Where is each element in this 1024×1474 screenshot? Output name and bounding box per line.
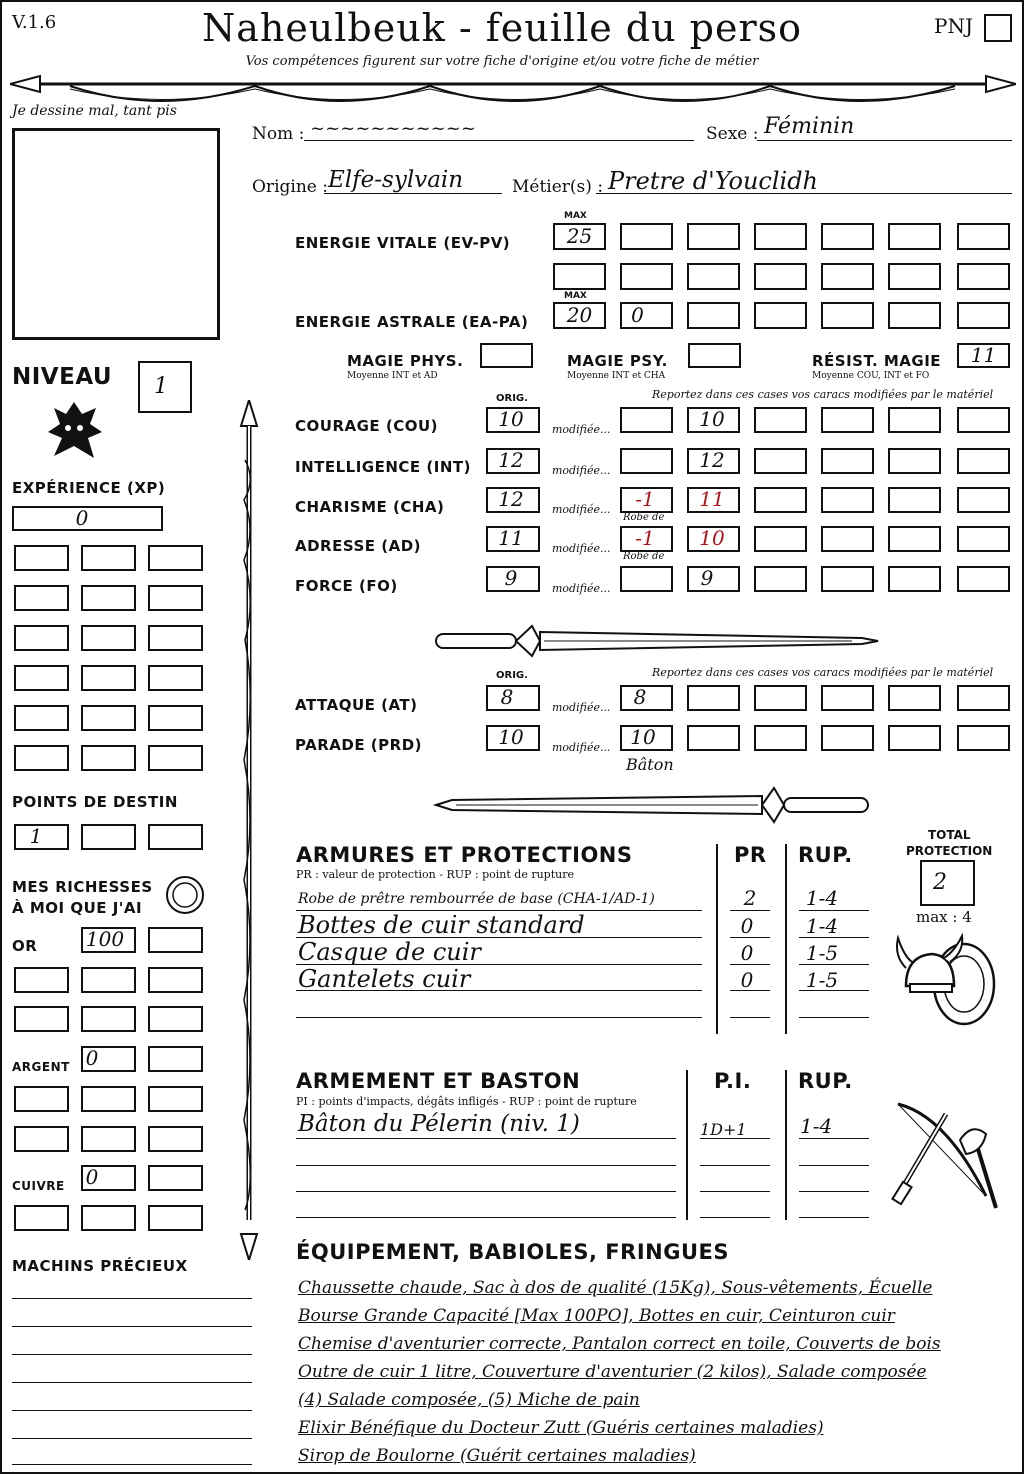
or-value: 100 [85, 927, 125, 951]
carac-box[interactable] [888, 407, 941, 433]
carac-box[interactable] [957, 487, 1010, 513]
precious-line[interactable] [12, 1298, 252, 1299]
carac-box[interactable] [821, 566, 874, 592]
or-box[interactable] [148, 967, 203, 993]
xp-box[interactable] [14, 545, 69, 571]
portrait-frame[interactable] [12, 128, 220, 340]
weapons-note: PI : points d'impacts, dégâts infligés - RUP : point de rupture [296, 1095, 637, 1108]
equipment-line[interactable]: Chaussette chaude, Sac à dos de qualité (15Kg), Sous-vêtements, Écuelle [298, 1278, 933, 1298]
armor-line[interactable] [799, 1017, 869, 1018]
armor-pr-header: PR [734, 843, 767, 867]
carac-orig-value: 9 [504, 566, 518, 590]
armor-line [730, 964, 770, 965]
parade-note: Bâton [626, 755, 674, 774]
resist-magie-value: 11 [970, 343, 997, 367]
carac-modif-label: modifiée... [552, 582, 611, 595]
carac-modif-label: modifiée... [552, 464, 611, 477]
ea-box[interactable] [754, 302, 807, 329]
cuivre-box[interactable] [148, 1205, 203, 1231]
armor-line [799, 937, 869, 938]
combat-report-note: Reportez dans ces cases vos caracs modifiées par le matériel [652, 666, 994, 679]
destin-value: 1 [29, 824, 43, 848]
ev-box[interactable] [620, 263, 673, 290]
weapon-line[interactable] [799, 1217, 869, 1218]
carac-mod-box[interactable] [620, 448, 673, 474]
parade-mod-value: 10 [630, 725, 656, 749]
carac-final-value: 12 [699, 448, 725, 472]
armor-line[interactable] [730, 1017, 770, 1018]
armor-col-divider [716, 844, 718, 1034]
resist-magie-note: Moyenne COU, INT et FO [812, 371, 930, 381]
carac-orig-value: 10 [498, 407, 524, 431]
xp-box[interactable] [81, 625, 136, 651]
xp-box[interactable] [14, 585, 69, 611]
carac-modif-label: modifiée... [552, 542, 611, 555]
nom-value[interactable]: ~~~~~~~~~~~ [310, 118, 476, 139]
xp-box[interactable] [81, 585, 136, 611]
carac-orig-value: 12 [498, 487, 524, 511]
armor-line [296, 990, 702, 991]
ea-box[interactable] [687, 302, 740, 329]
ea-box[interactable] [957, 302, 1010, 329]
armor-line [730, 937, 770, 938]
weapon-line[interactable] [296, 1165, 676, 1166]
weapon-item-name[interactable]: Bâton du Pélerin (niv. 1) [298, 1111, 580, 1137]
carac-box[interactable] [957, 526, 1010, 552]
carac-box[interactable] [754, 526, 807, 552]
ev-box[interactable] [957, 223, 1010, 250]
attaque-box[interactable] [957, 685, 1010, 711]
armor-line [296, 910, 702, 911]
ev-box[interactable] [620, 223, 673, 250]
attaque-box[interactable] [687, 685, 740, 711]
page-title: Naheulbeuk - feuille du perso [201, 6, 803, 50]
pnj-label: PNJ [934, 14, 973, 38]
carac-modif-label: modifiée... [552, 423, 611, 436]
attaque-modif-label: modifiée... [552, 701, 611, 714]
weapon-line [799, 1138, 869, 1139]
weapon-line[interactable] [799, 1191, 869, 1192]
ea-current-value: 0 [631, 303, 644, 327]
sexe-label: Sexe : [706, 124, 759, 144]
ev-max-label: MAX [564, 211, 587, 221]
origine-label: Origine : [252, 177, 328, 197]
parade-box[interactable] [888, 725, 941, 751]
xp-box[interactable] [81, 665, 136, 691]
carac-label: COURAGE (COU) [295, 417, 439, 435]
carac-final-value: 10 [699, 407, 725, 431]
carac-final-value: 9 [700, 566, 714, 590]
armor-item-rup: 1-5 [805, 968, 839, 992]
xp-box[interactable] [81, 745, 136, 771]
ev-box[interactable] [888, 223, 941, 250]
ev-box[interactable] [553, 263, 606, 290]
coin-icon [164, 874, 206, 916]
carac-box[interactable] [957, 448, 1010, 474]
carac-mod-box[interactable] [620, 407, 673, 433]
armor-line [799, 910, 869, 911]
total-protection-max: max : 4 [916, 908, 972, 926]
carac-mod-note: Robe de [623, 551, 665, 562]
armor-col-divider [785, 844, 787, 1034]
destin-box[interactable] [148, 824, 203, 850]
destin-box[interactable] [81, 824, 136, 850]
weapons-col-divider [785, 1070, 787, 1220]
pnj-checkbox[interactable] [984, 14, 1012, 42]
dragon-icon [40, 394, 108, 466]
argent-box[interactable] [148, 1046, 203, 1072]
armor-title: ARMURES ET PROTECTIONS [296, 843, 633, 867]
or-box[interactable] [81, 967, 136, 993]
weapon-line[interactable] [799, 1165, 869, 1166]
ev-box[interactable] [754, 263, 807, 290]
armor-rup-header: RUP. [798, 843, 853, 867]
weapons-title: ARMEMENT ET BASTON [296, 1069, 581, 1093]
armor-item-pr: 0 [740, 914, 754, 938]
parade-box[interactable] [754, 725, 807, 751]
caracs-report-note: Reportez dans ces cases vos caracs modifiées par le matériel [652, 388, 994, 401]
xp-box[interactable] [14, 665, 69, 691]
ea-box[interactable] [821, 302, 874, 329]
or-box[interactable] [14, 1006, 69, 1032]
armor-line [799, 964, 869, 965]
armor-item-rup: 1-4 [805, 886, 839, 910]
carac-box[interactable] [821, 448, 874, 474]
parade-box[interactable] [821, 725, 874, 751]
armor-note: PR : valeur de protection - RUP : point de rupture [296, 868, 574, 881]
weapon-item-rup: 1-4 [800, 1114, 833, 1138]
version-label: V.1.6 [12, 12, 57, 33]
magie-phys-label: MAGIE PHYS. [347, 352, 464, 370]
precious-label: MACHINS PRÉCIEUX [12, 1257, 188, 1275]
ev-box[interactable] [821, 263, 874, 290]
nom-line [304, 140, 694, 141]
armor-line [296, 964, 702, 965]
sword-icon [432, 780, 874, 830]
ea-max-value: 20 [566, 303, 593, 327]
total-protection-value: 2 [933, 870, 947, 895]
or-label: OR [12, 937, 38, 955]
cuivre-label: CUIVRE [12, 1179, 65, 1193]
weapon-line[interactable] [296, 1217, 676, 1218]
staff-icon [232, 400, 266, 1260]
weapon-line [700, 1138, 770, 1139]
magie-psy-label: MAGIE PSY. [567, 352, 668, 370]
ev-box[interactable] [957, 263, 1010, 290]
attaque-mod-value: 8 [633, 685, 647, 709]
niveau-value: 1 [154, 374, 168, 399]
xp-box[interactable] [148, 545, 203, 571]
combat-orig-label: ORIG. [496, 670, 528, 681]
weapon-line[interactable] [296, 1191, 676, 1192]
weapons-col-divider [686, 1070, 688, 1220]
helmet-shield-icon [892, 928, 1000, 1030]
parade-label: PARADE (PRD) [295, 736, 423, 754]
argent-box[interactable] [14, 1086, 69, 1112]
armor-item-pr: 0 [740, 968, 754, 992]
precious-line[interactable] [12, 1326, 252, 1327]
resist-magie-label: RÉSIST. MAGIE [812, 352, 942, 370]
armor-line [730, 990, 770, 991]
equipment-line[interactable]: Chemise d'aventurier correcte, Pantalon correct en toile, Couverts de bois [298, 1334, 941, 1354]
total-protection-label-1: TOTAL [928, 828, 971, 842]
weapons-rup-header: RUP. [798, 1069, 853, 1093]
ev-box[interactable] [821, 223, 874, 250]
armor-item-pr: 0 [740, 941, 754, 965]
carac-final-value: 11 [699, 487, 725, 511]
weapon-line [296, 1138, 676, 1139]
ev-max-value: 25 [566, 224, 593, 248]
wealth-label-1: MES RICHESSES [12, 878, 153, 896]
xp-label: EXPÉRIENCE (XP) [12, 479, 166, 497]
argent-box[interactable] [14, 1126, 69, 1152]
ea-box[interactable] [888, 302, 941, 329]
precious-line[interactable] [12, 1438, 252, 1439]
carac-box[interactable] [888, 487, 941, 513]
xp-box[interactable] [148, 585, 203, 611]
carac-orig-value: 11 [498, 526, 524, 550]
ev-box[interactable] [754, 223, 807, 250]
argent-box[interactable] [148, 1126, 203, 1152]
attaque-orig-value: 8 [500, 685, 514, 709]
equipment-line[interactable]: (4) Salade composée, (5) Miche de pain [298, 1390, 640, 1410]
crossed-weapons-icon [886, 1096, 1006, 1216]
weapon-line[interactable] [700, 1165, 770, 1166]
carac-box[interactable] [754, 448, 807, 474]
caracs-orig-label: ORIG. [496, 393, 528, 404]
magie-psy-note: Moyenne INT et CHA [567, 371, 666, 381]
precious-line[interactable] [12, 1410, 252, 1411]
equipment-line[interactable]: Bourse Grande Capacité [Max 100PO], Bottes en cuir, Ceinturon cuir [298, 1306, 895, 1326]
armor-item-pr: 2 [743, 886, 757, 910]
armor-item-name[interactable]: Robe de prêtre rembourrée de base (CHA-1/AD-1) [298, 891, 655, 907]
or-box[interactable] [148, 927, 203, 953]
carac-box[interactable] [888, 566, 941, 592]
argent-value: 0 [85, 1046, 99, 1070]
carac-mod-note: Robe de [623, 512, 665, 523]
carac-mod-value: -1 [635, 526, 655, 550]
carac-final-value: 10 [699, 526, 725, 550]
carac-mod-value: -1 [635, 487, 655, 511]
carac-label: CHARISME (CHA) [295, 498, 445, 516]
destin-label: POINTS DE DESTIN [12, 793, 178, 811]
carac-label: ADRESSE (AD) [295, 537, 422, 555]
total-protection-label-2: PROTECTION [906, 844, 993, 858]
metier-label: Métier(s) : [512, 177, 604, 197]
carac-box[interactable] [888, 526, 941, 552]
carac-mod-box[interactable] [620, 566, 673, 592]
argent-box[interactable] [81, 1126, 136, 1152]
carac-modif-label: modifiée... [552, 503, 611, 516]
parade-box[interactable] [687, 725, 740, 751]
weapon-line[interactable] [700, 1191, 770, 1192]
xp-box[interactable] [81, 705, 136, 731]
armor-line [730, 910, 770, 911]
carac-label: FORCE (FO) [295, 577, 398, 595]
armor-item-name[interactable]: Gantelets cuir [298, 965, 471, 993]
or-box[interactable] [14, 967, 69, 993]
wealth-label-2: À MOI QUE J'AI [12, 899, 143, 917]
ea-label: ENERGIE ASTRALE (EA-PA) [295, 313, 529, 331]
carac-box[interactable] [821, 526, 874, 552]
carac-box[interactable] [957, 566, 1010, 592]
carac-orig-value: 12 [498, 448, 524, 472]
carac-box[interactable] [888, 448, 941, 474]
equipment-line[interactable]: Outre de cuir 1 litre, Couverture d'aventurier (2 kilos), Salade composée [298, 1362, 927, 1382]
armor-item-rup: 1-4 [805, 914, 839, 938]
weapons-pi-header: P.I. [714, 1069, 752, 1093]
sexe-line [757, 140, 1012, 141]
equipment-title: ÉQUIPEMENT, BABIOLES, FRINGUES [296, 1240, 729, 1264]
ea-max-label: MAX [564, 291, 587, 301]
ev-box[interactable] [687, 223, 740, 250]
origine-value[interactable]: Elfe-sylvain [328, 167, 464, 193]
cuivre-value: 0 [85, 1165, 99, 1189]
armor-item-name[interactable]: Bottes de cuir standard [298, 911, 585, 939]
origine-line [324, 193, 502, 194]
page-subtitle: Vos compétences figurent sur votre fiche d'origine et/ou votre fiche de métier [245, 54, 759, 69]
xp-box[interactable] [81, 545, 136, 571]
niveau-label: NIVEAU [12, 364, 113, 390]
magie-phys-note: Moyenne INT et AD [347, 371, 438, 381]
attaque-label: ATTAQUE (AT) [295, 696, 418, 714]
portrait-caption: Je dessine mal, tant pis [12, 103, 177, 119]
weapon-item-pi: 1D+1 [700, 1120, 747, 1139]
carac-box[interactable] [821, 407, 874, 433]
xp-box[interactable] [14, 745, 69, 771]
metier-value[interactable]: Pretre d'Youclidh [608, 167, 819, 195]
nom-label: Nom : [252, 124, 305, 144]
xp-box[interactable] [148, 705, 203, 731]
precious-line[interactable] [12, 1464, 252, 1465]
xp-value: 0 [75, 506, 89, 530]
sexe-value[interactable]: Féminin [764, 114, 855, 139]
equipment-line[interactable]: Elixir Bénéfique du Docteur Zutt (Guéris certaines maladies) [298, 1418, 824, 1438]
equipment-line[interactable]: Sirop de Boulorne (Guérit certaines maladies) [298, 1446, 696, 1466]
xp-box[interactable] [148, 745, 203, 771]
xp-box[interactable] [148, 665, 203, 691]
armor-item-name[interactable]: Casque de cuir [298, 938, 481, 966]
xp-box[interactable] [14, 705, 69, 731]
ev-label: ENERGIE VITALE (EV-PV) [295, 234, 511, 252]
argent-box[interactable] [148, 1086, 203, 1112]
xp-box[interactable] [148, 625, 203, 651]
magie-phys-box[interactable] [480, 343, 533, 368]
carac-box[interactable] [754, 487, 807, 513]
parade-modif-label: modifiée... [552, 741, 611, 754]
carac-box[interactable] [754, 407, 807, 433]
carac-label: INTELLIGENCE (INT) [295, 458, 471, 476]
magie-psy-box[interactable] [688, 343, 741, 368]
xp-box[interactable] [14, 625, 69, 651]
precious-line[interactable] [12, 1382, 252, 1383]
armor-item-rup: 1-5 [805, 941, 839, 965]
parade-orig-value: 10 [498, 725, 524, 749]
attaque-box[interactable] [821, 685, 874, 711]
precious-line[interactable] [12, 1354, 252, 1355]
ev-box[interactable] [687, 263, 740, 290]
weapon-line[interactable] [700, 1217, 770, 1218]
armor-line [296, 937, 702, 938]
cuivre-box[interactable] [148, 1165, 203, 1191]
sword-icon [432, 616, 880, 666]
argent-box[interactable] [81, 1086, 136, 1112]
attaque-box[interactable] [888, 685, 941, 711]
armor-line[interactable] [296, 1017, 702, 1018]
carac-box[interactable] [754, 566, 807, 592]
cuivre-box[interactable] [14, 1205, 69, 1231]
argent-label: ARGENT [12, 1060, 70, 1074]
carac-box[interactable] [821, 487, 874, 513]
or-box[interactable] [148, 1006, 203, 1032]
cuivre-box[interactable] [81, 1205, 136, 1231]
armor-line [799, 990, 869, 991]
attaque-box[interactable] [754, 685, 807, 711]
parade-box[interactable] [957, 725, 1010, 751]
or-box[interactable] [81, 1006, 136, 1032]
carac-box[interactable] [957, 407, 1010, 433]
ev-box[interactable] [888, 263, 941, 290]
